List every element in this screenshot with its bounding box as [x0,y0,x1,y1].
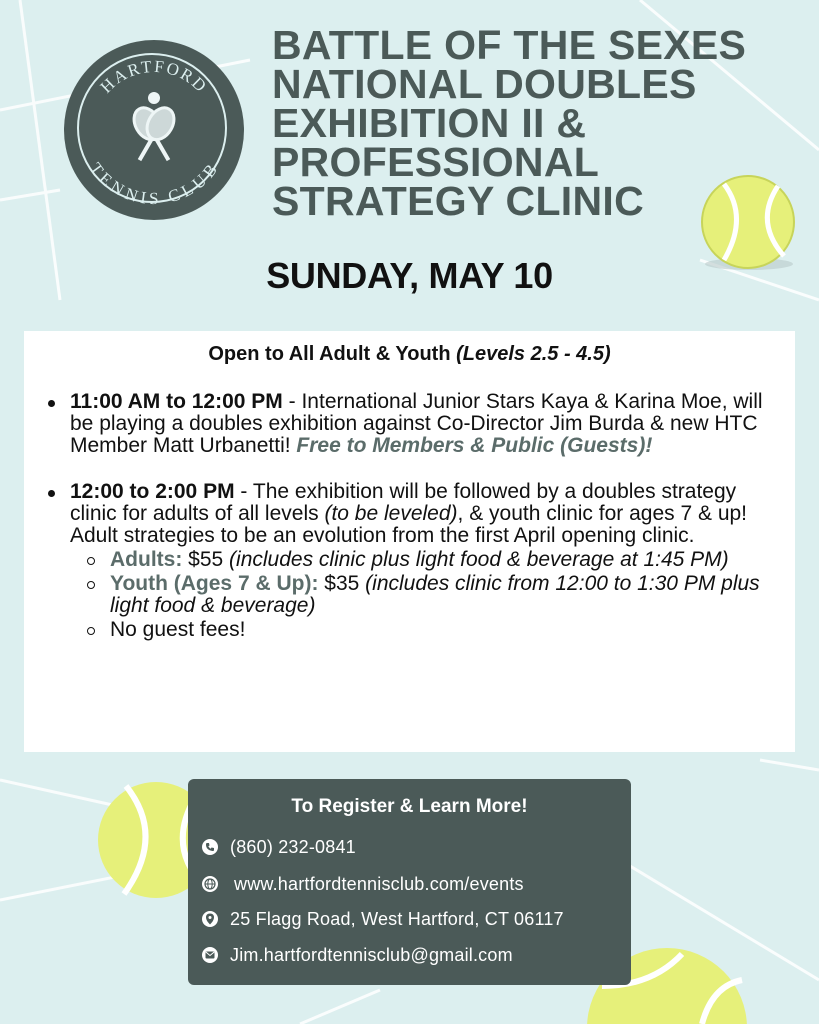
event-date: SUNDAY, MAY 10 [266,255,553,296]
crossed-rackets-icon [119,90,189,170]
eligibility-line [24,343,795,366]
title-line-4: PROFESSIONAL [272,139,600,185]
eligibility-levels: (Levels 2.5 - 4.5) [456,343,611,365]
adults-note: (includes clinic plus light food & beverage at 1:45 PM) [229,548,729,571]
youth-label: Youth (Ages 7 & Up): [110,572,319,595]
register-title: To Register & Learn More! [291,796,528,817]
youth-price: $35 [318,572,366,595]
register-box [188,779,631,985]
details-card [24,331,795,752]
phone-number[interactable]: (860) 232-0841 [230,836,356,857]
globe-icon [202,876,218,892]
website-link[interactable]: www.hartfordtennisclub.com/events [234,873,524,894]
price-adults [70,549,786,571]
title-line-3: EXHIBITION II & [272,100,587,146]
clinic-description-a: - The exhibition will be followed by a doubles strategy clinic for adults of all levels [70,480,737,525]
schedule-list [46,391,786,665]
title-line-5: STRATEGY CLINIC [272,178,644,224]
address-text[interactable]: 25 Flagg Road, West Hartford, CT 06117 [230,908,564,929]
email-icon [202,947,218,963]
email-address[interactable]: Jim.hartfordtennisclub@gmail.com [230,944,513,965]
clinic-leveled-note: (to be leveled) [324,502,458,525]
website-row[interactable] [202,872,524,896]
exhibition-description: - International Junior Stars Kaya & Karina Moe, will be playing a doubles exhibition against Co-Director Jim Burda & new HTC Member Matt Urbanetti! [70,390,763,457]
eligibility-text: Open to All Adult & Youth [208,343,457,365]
adults-label: Adults: [110,548,183,571]
sub-bullet [87,627,95,635]
location-pin-icon [202,911,218,927]
bullet-dot [48,400,55,407]
no-guest-fees [70,619,786,641]
email-row[interactable] [202,943,513,967]
list-item [46,481,786,641]
sub-bullet [87,581,95,589]
price-youth [70,573,786,617]
title-line-2: NATIONAL DOUBLES [272,61,697,107]
phone-icon [202,839,218,855]
logo-bottom-text: TENNIS CLUB [85,159,223,209]
bullet-dot [48,490,55,497]
exhibition-time: 11:00 AM to 12:00 PM [70,390,283,413]
logo-top-text: HARTFORD [96,56,212,97]
address-row[interactable] [202,907,564,931]
phone-row[interactable] [202,835,356,859]
no-guest-text: No guest fees! [110,618,246,641]
clinic-time: 12:00 to 2:00 PM [70,480,235,503]
exhibition-free-note: Free to Members & Public (Guests)! [296,434,653,457]
sub-bullet [87,557,95,565]
youth-note: (includes clinic from 12:00 to 1:30 PM plus light food & beverage) [110,572,760,617]
list-item [46,391,786,457]
clinic-description-b: , & youth clinic for ages 7 & up! Adult strategies to be an evolution from the first April opening clinic. [70,502,748,547]
adults-price: $55 [182,548,230,571]
title-line-1: BATTLE OF THE SEXES [272,22,747,68]
club-logo [64,40,244,220]
